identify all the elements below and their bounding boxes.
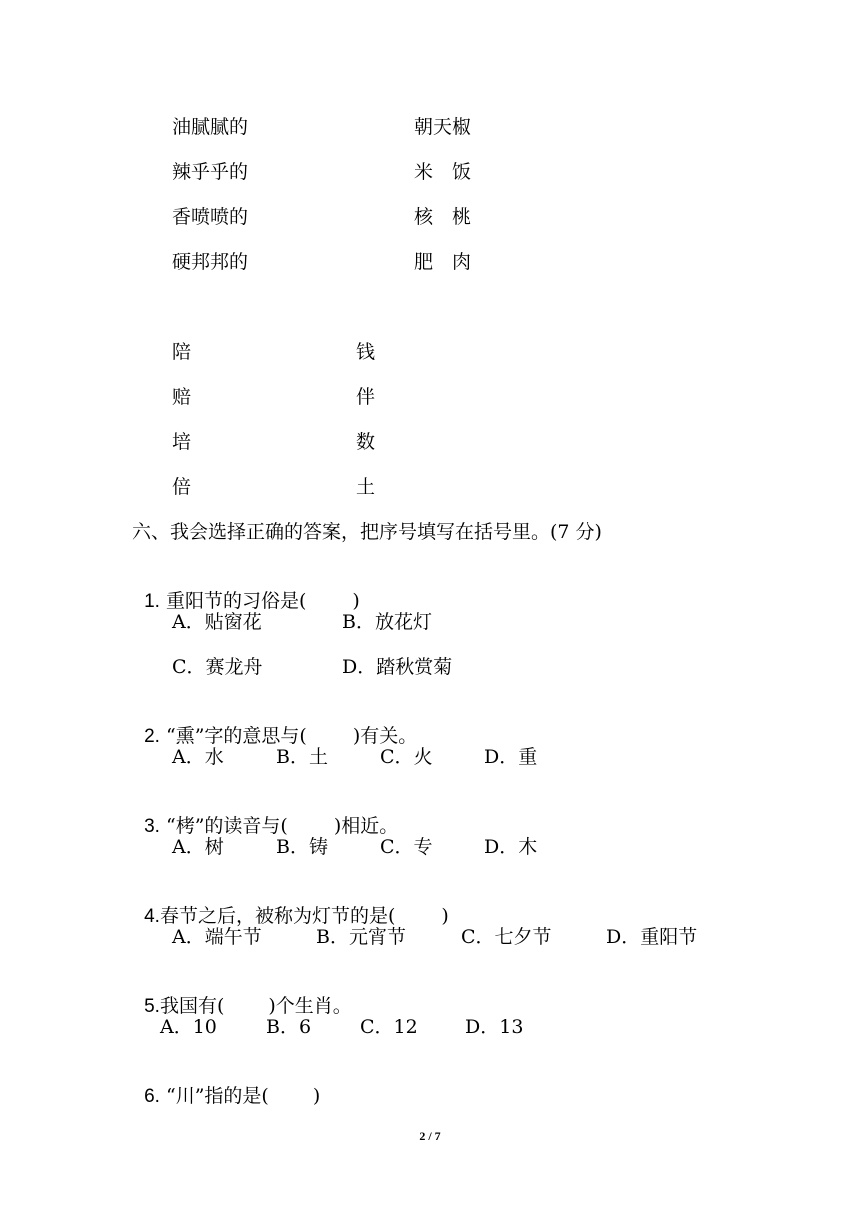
option-b: B．元宵节 xyxy=(316,926,406,948)
option-b: B．6 xyxy=(266,1016,312,1038)
section-heading: 六、我会选择正确的答案，把序号填写在括号里。(7 分) xyxy=(132,521,602,543)
option-a: A．端午节 xyxy=(172,926,262,948)
match2-right-item: 数 xyxy=(356,431,376,453)
option-a: A．10 xyxy=(160,1016,217,1038)
match2-right-item: 土 xyxy=(356,476,376,498)
question-number: 6. xyxy=(144,1086,160,1107)
question-stem: “熏”字的意思与( xyxy=(166,725,307,747)
option-b: B．铸 xyxy=(276,836,328,858)
question-stem-end: )个生肖。 xyxy=(268,995,352,1017)
option-c: C．赛龙舟 xyxy=(172,656,263,678)
match1-left-item: 油腻腻的 xyxy=(172,116,249,138)
question-6 xyxy=(132,1060,320,1109)
match1-right-item: 米 饭 xyxy=(414,161,472,183)
option-b: B．土 xyxy=(276,746,328,768)
question-stem-end: )有关。 xyxy=(352,725,418,747)
question-1 xyxy=(132,565,360,614)
question-stem: “栲”的读音与( xyxy=(166,815,288,837)
question-stem: 重阳节的习俗是( xyxy=(166,590,307,612)
question-4 xyxy=(132,880,449,929)
match2-left-item: 倍 xyxy=(172,476,192,498)
match1-left-item: 辣乎乎的 xyxy=(172,161,249,183)
option-d: D．13 xyxy=(465,1016,524,1038)
option-a: A．树 xyxy=(172,836,224,858)
option-d: D．踏秋赏菊 xyxy=(342,656,453,678)
question-number: 1. xyxy=(144,591,160,612)
match2-left-item: 陪 xyxy=(172,341,192,363)
question-stem: 春节之后，被称为灯节的是( xyxy=(159,905,396,927)
question-number: 3. xyxy=(144,816,160,837)
page-number: 2 / 7 xyxy=(419,1129,441,1143)
option-c: C．专 xyxy=(380,836,433,858)
question-number: 2. xyxy=(144,726,160,747)
match1-right-item: 肥 肉 xyxy=(414,251,472,273)
match2-right-item: 钱 xyxy=(356,341,376,363)
question-number: 5. xyxy=(144,996,160,1017)
match2-left-item: 赔 xyxy=(172,386,192,408)
option-d: D．木 xyxy=(484,836,538,858)
question-stem: 我国有( xyxy=(159,995,225,1017)
question-stem-end: ) xyxy=(352,590,360,612)
option-c: C．火 xyxy=(380,746,433,768)
question-number: 4. xyxy=(144,906,160,927)
match1-right-item: 朝天椒 xyxy=(414,116,472,138)
option-a: A．水 xyxy=(172,746,224,768)
question-2 xyxy=(132,700,417,749)
match2-left-item: 培 xyxy=(172,431,192,453)
option-c: C．七夕节 xyxy=(461,926,552,948)
option-d: D．重 xyxy=(484,746,538,768)
question-5 xyxy=(132,970,352,1019)
match2-right-item: 伴 xyxy=(356,386,376,408)
match1-left-item: 硬邦邦的 xyxy=(172,251,249,273)
question-stem: “川”指的是( xyxy=(166,1085,269,1107)
option-b: B．放花灯 xyxy=(342,611,432,633)
match1-left-item: 香喷喷的 xyxy=(172,206,249,228)
option-a: A．贴窗花 xyxy=(172,611,262,633)
question-stem-end: ) xyxy=(312,1085,321,1107)
match1-right-item: 核 桃 xyxy=(414,206,472,228)
question-3 xyxy=(132,790,398,839)
option-d: D．重阳节 xyxy=(606,926,698,948)
option-c: C．12 xyxy=(360,1016,418,1038)
question-stem-end: )相近。 xyxy=(333,815,399,837)
question-stem-end: ) xyxy=(441,905,449,927)
